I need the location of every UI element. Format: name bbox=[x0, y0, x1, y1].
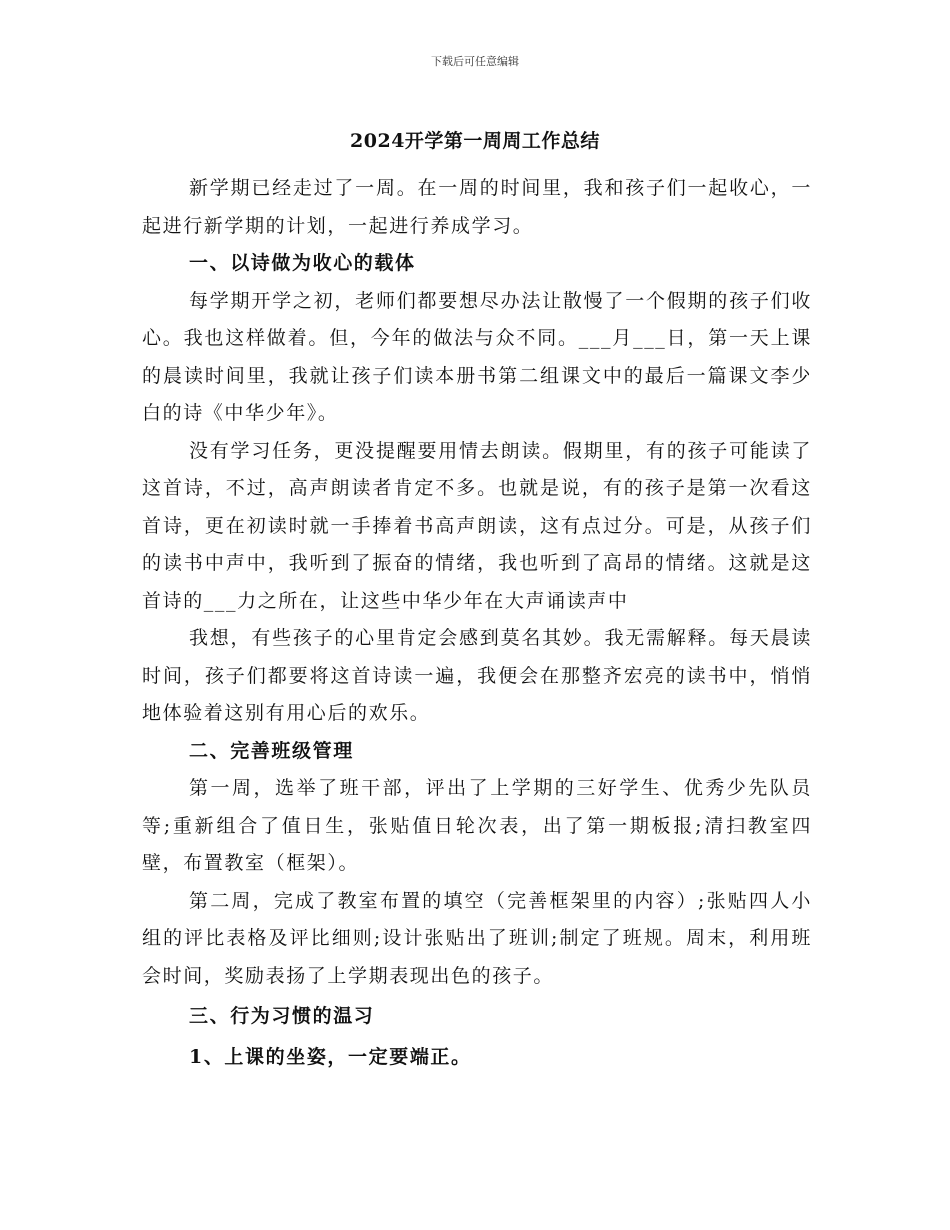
body-paragraph: 我想，有些孩子的心里肯定会感到莫名其妙。我无需解释。每天晨读时间，孩子们都要将这首诗读一遍，我便会在那整齐宏亮的读书中，悄悄地体验着这别有用心后的欢乐。 bbox=[142, 627, 812, 724]
body-paragraph: 没有学习任务，更没提醒要用情去朗读。假期里，有的孩子可能读了这首诗，不过，高声朗读者肯定不多。也就是说，有的孩子是第一次看这首诗，更在初读时就一手捧着书高声朗读，这有点过分。可是，从孩子们的读书中声中，我听到了振奋的情绪，我也听到了高昂的情绪。这就是这首诗的___力之所在，让这些中华少年在大声诵读声中 bbox=[142, 439, 812, 612]
body-paragraph: 新学期已经走过了一周。在一周的时间里，我和孩子们一起收心，一起进行新学期的计划，一起进行养成学习。 bbox=[142, 177, 812, 237]
body-paragraph: 每学期开学之初，老师们都要想尽办法让散慢了一个假期的孩子们收心。我也这样做着。但，今年的做法与众不同。___月___日，第一天上课的晨读时间里，我就让孩子们读本册书第二组课文中的最后一篇课文李少白的诗《中华少年》。 bbox=[142, 289, 812, 424]
section-heading: 1、上课的坐姿，一定要端正。 bbox=[189, 1045, 472, 1068]
section-heading: 一、以诗做为收心的载体 bbox=[189, 252, 416, 274]
document-body bbox=[142, 170, 812, 1076]
body-paragraph: 第二周，完成了教室布置的填空（完善框架里的内容）;张贴四人小组的评比表格及评比细则;设计张贴出了班训;制定了班规。周末，利用班会时间，奖励表扬了上学期表现出色的孩子。 bbox=[142, 889, 812, 987]
header-note: 下载后可任意编辑 bbox=[431, 55, 519, 68]
section-heading: 三、行为习惯的温习 bbox=[189, 1005, 375, 1027]
section-heading: 二、完善班级管理 bbox=[189, 739, 354, 762]
body-paragraph: 第一周，选举了班干部，评出了上学期的三好学生、优秀少先队员等;重新组合了值日生，张贴值日轮次表，出了第一期板报;清扫教室四壁，布置教室（框架）。 bbox=[142, 777, 812, 874]
document-title: 2024开学第一周周工作总结 bbox=[350, 130, 600, 152]
